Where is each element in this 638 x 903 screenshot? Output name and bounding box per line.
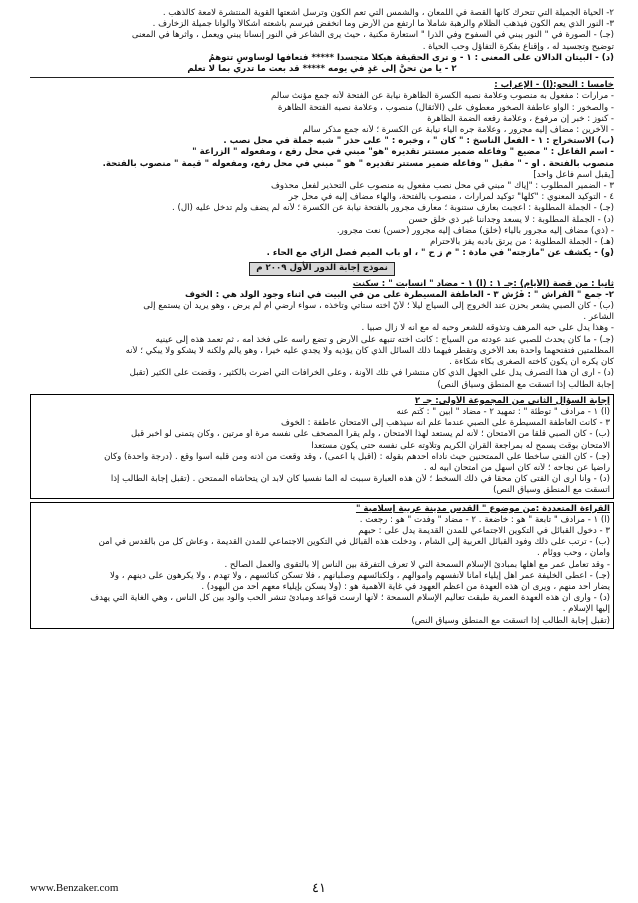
- text-line: (أ) ١ - مرادف " توطئة " : تمهيد ٢ - مضاد " أبين " : كُتم عنه: [396, 406, 610, 417]
- text-line: ٣- النور الذي يعم الكون فيذهب الظلام والرهبة شاملاً ما ارتفع من الأرض وما انخفض فيرسم بأشعته أشكالاً وألواناً جميلة الزخارف .: [152, 19, 614, 30]
- text-line: (تقبل إجابة الطالب إذا اتسقت مع المنطق وسياق النص): [411, 615, 610, 626]
- text-line: (د) - أرى أن هذا التصرف يدل على الجهل الذي كان منتشراً في تلك الآونة ، وعلى الخرافات التي أضرت بالكثير ، وقضت على الكثير (تقبل: [129, 368, 614, 379]
- text-line: ٢ - يا من تحنُّ إلى غدٍ في يومه ***** قد بعت ما تدري بما لا تعلم: [187, 64, 457, 75]
- answer-page: [30, 8, 614, 880]
- text-line: توضيح وتجسيد له ، وإقناع بفكرة التفاؤل وحب الحياة .: [422, 41, 614, 52]
- text-line: (د) - الجملة المطلوبة : لا يسعد وجداننا غير ذي خلق حسن: [408, 214, 614, 225]
- text-line: (ب) - كان الصبي يشعر بحزن عند الخروج إلى السياج ليلاً ؛ لأنّ أخته ستأتي وتأخذه ، سواء أرضي أم لم يرض ، وهو يريد أن يستمع إلى: [143, 301, 614, 312]
- page-footer: [30, 880, 614, 898]
- text-line: يضار أحد منهم ، ويرى أن هذه العهدة من أعظم العهود في غاية الأهمية هو : (ولا يسكن بإيلياء معهم أحد من اليهود) .: [201, 581, 610, 592]
- intro-block: [30, 8, 614, 75]
- grammar-section: [30, 80, 614, 259]
- text-line: إجابة الطالب إذا اتسقت مع المنطق وسياق النص): [437, 379, 614, 390]
- text-line: - الآخرين : مضاف إليه مجرور ، وعلامة جره الياء نيابة عن الكسرة ؛ لأنه جمع مذكر سالم: [302, 125, 614, 136]
- text-line: - والصخور : الواو عاطفة الصخور معطوف على (الأثقال) منصوب ، وعلامة نصبه الفتحة الظاهرة: [277, 102, 614, 113]
- text-line: - (ذي) مضاف إليه مجرور بالياء (خلق) مضاف إليه مجرور (حسن) نعت مجرور.: [336, 225, 614, 236]
- reading-section: [30, 502, 614, 629]
- text-line: (و) - يكشف عن "مازجته" في مادة : " م ز ح " ، أو باب الميم فصل الزاي مع الحاء .: [266, 248, 614, 259]
- text-line: ٣ - كانت العاطفة المسيطرة على الصبي عندما علم أنه سيذهب إلى الامتحان عاطفة : الخوف: [281, 418, 610, 429]
- text-line: - وقد تعامل عمر مع أهلها بمبادئ الإسلام السمحة التي لا تعرف التفرقة بين الناس إلا بالتقوى والعمل الصالح .: [224, 559, 610, 570]
- text-line: (د) - البيتان الدالان على المعنى : ١ - و ترى الحقيقة هيكلاً متجسداً ***** فتعافها لوساوسٍ تتوهمُ: [208, 52, 614, 63]
- text-line: المظلمتين فتفتحهما واحدة بعد الأخرى وتقطر فيهما ذلك السائل الذي كان يؤذيه ولا يجدي عليه خيراً ، وهو يألم ولكنه لا يشكو ولا يبكي ؛ لأنه: [125, 345, 614, 356]
- story-section: [30, 279, 614, 391]
- model-banner-wrap: [30, 262, 614, 275]
- divider: [30, 77, 614, 78]
- text-line: ٣ - دخول القبائل في التكوين الاجتماعي للمدن القديمة يدل على : حبهم: [358, 525, 610, 536]
- section-title: القراءة المتعددة :من موضوع " القدس مدينة عربية إسلامية ": [355, 503, 610, 514]
- section-title: خامساً : النحو:(أ) - الإعراب :: [494, 80, 614, 91]
- q2-section: [30, 394, 614, 499]
- text-line: (ب) - كان الصبي قلقاً من الامتحان ؛ لأنه لم يستعد لهذا الامتحان ، ولم يقرأ المصحف على نفسه مرة أو مرتين ، وكان يتمنى لو أخبر قبل: [131, 429, 610, 440]
- text-line: راضياً عن نجاحه ؛ لأنه كان أسهل من امتحان أبيه له .: [423, 462, 610, 473]
- text-line: [يقبل اسم فاعل واحد]: [533, 169, 614, 180]
- text-line: كان يكره أن يكون كأخته الصغرى بكاء شكاءة .: [449, 357, 614, 368]
- text-line: (جـ) - أعطى الخليفة عمر أهل إيلياء أماناً لأنفسهم وأموالهم ، ولكنائسهم وصلبانهم ، فلا تسكن كنائسهم ، ولا تهدم ، ولا يكرهون على دينهم ، ولا: [109, 570, 610, 581]
- text-line: - وهذا يدل على حبه المرهف وتذوقه للشعر وحبه له مع أنه لا زال صبياً .: [361, 323, 614, 334]
- text-line: ٣ - الضمير المطلوب : "إياك " مبني في محل نصب مفعول به منصوب على التحذير لفعل محذوف: [271, 181, 614, 192]
- model-banner: نموذج إجابة الدور الأول ٢٠٠٩ م: [249, 262, 395, 275]
- text-line: اتسقت مع المنطق وسياق النص): [493, 485, 610, 496]
- text-line: (ب) الاستخراج : ١ - الفعل الناسخ : " كان " ، وخبره : " على حذر " شبه جملة في محل نصب .: [223, 136, 614, 147]
- text-line: - اسم الفاعل : " مضيع " وفاعله ضمير مستتر تقديره "هو" مبني في محل رفع ، ومفعوله " الزراعة ": [192, 147, 614, 158]
- text-line: الشاعر .: [583, 312, 614, 323]
- text-line: وأمان ، وحب ووئام .: [536, 548, 610, 559]
- text-line: الامتحان بوقت يسمح له بمراجعة القرآن الكريم وتلاوته على نفسه حتى يكون مستعداً: [311, 440, 610, 451]
- text-line: (جـ) - ما كان يحدث للصبي عند عودته من السياج : كانت أخته تنبهه على الأرض و تضع رأسه على فخذ أمه ، ثم تعمد هذه إلى عينيه: [155, 334, 614, 345]
- section-title: إجابة السؤال الثاني من المجموعة الأولى: جـ ٢: [414, 395, 610, 406]
- text-line: (جـ) - كان الفتى ساخطاً على الممتحنين حيث ناداه أحدهم بقوله : (أقبل يا أعمى) ، وقد وقعت من أذنه ومن قلبه أسواً وقع . (درجة واحدة) وكان: [104, 451, 610, 462]
- text-line: إليها الإسلام .: [562, 604, 610, 615]
- text-line: ٤ - التوكيد المعنوي : "كلها" توكيد لمرارات ، منصوب بالفتحة، والهاء مضاف إليه في محل جر: [288, 192, 614, 203]
- text-line: ٢- جمع " الفراش " : فُرُش ٣ - العاطفة المسيطرة على من في البيت في أثناء وجود الولد هي : الخوف: [184, 289, 614, 300]
- text-line: (أ) ١ - مرادف " تابعة " هو : خاضعة . ٢ - مضاد " وفدت " هو : رجعت .: [359, 514, 610, 525]
- text-line: (هـ) - الجملة المطلوبة : من يرتق بأدبه يفز بالاحترام: [429, 237, 614, 248]
- page-number: ٤١: [312, 880, 326, 895]
- text-line: (جـ) - الجملة المطلوبة : أعجبت بعارف ستنوبة ؛ معارف مجرور بالفتحة نيابة عن الكسرة ؛ لأنه لم يضف ولم تدخل عليه (أل) .: [172, 203, 614, 214]
- text-line: (د) - وأنا أرى أن الفتى كان محقاً في ذلك السخط ؛ لأن هذه العبارة سببت له ألماً نفسياً كان لابد أن يتحاشاه الممتحن . (تقبل إجابة الطالب إذا: [110, 474, 610, 485]
- text-line: (ب) - ترتب على ذلك وفود القبائل العربية إلى الشام ، ودخلت هذه القبائل في التكوين الاجتماعي للمدن القديمة ، وعاش كل من بالقدس في أمن: [98, 537, 610, 548]
- website-link[interactable]: www.Benzaker.com: [30, 882, 119, 894]
- text-line: - كنوز : خبر إن مرفوع ، وعلامة رفعه الضمة الظاهرة: [427, 113, 614, 124]
- text-line: (د) - وأرى أن هذه العهدة العمرية طبقت تعاليم الإسلام السمحة ؛ لأنها أرست قواعد ومبادئ تنشر الحب والود بين كل الناس ، وهي الغاية التي يهدف: [90, 593, 610, 604]
- text-line: (جـ) - الصورة في " النور يبني في السفوح وفي الذرا " استعارة مكنية ، حيث يرى الشاعر في النور إنساناً يبني ويعمل ، وأثرها في المعنى: [131, 30, 614, 41]
- text-line: منصوب بالفتحة . أو - " مقبل " وفاعله ضمير مستتر تقديره " هو " مبني في محل رفع، ومفعوله " قيمة " منصوب بالفتحة.: [102, 158, 614, 169]
- text-line: - مرارات : مفعول به منصوب وعلامة نصبه الكسرة الظاهرة نيابة عن الفتحة لأنه جمع مؤنث سالم: [271, 91, 614, 102]
- section-title: ثانياً : من قصة (الأيام) :جـ ١ : (أ) ١ - مضاد " انسابت " : سكنت: [352, 278, 614, 289]
- text-line: ٢- الحياة الجميلة التي تتحرك كأنها القصة في اللمعان ، والشمس التي تعم الكون وترسل أشعتها القوية المنتشرة لامعة كالذهب .: [162, 8, 614, 18]
